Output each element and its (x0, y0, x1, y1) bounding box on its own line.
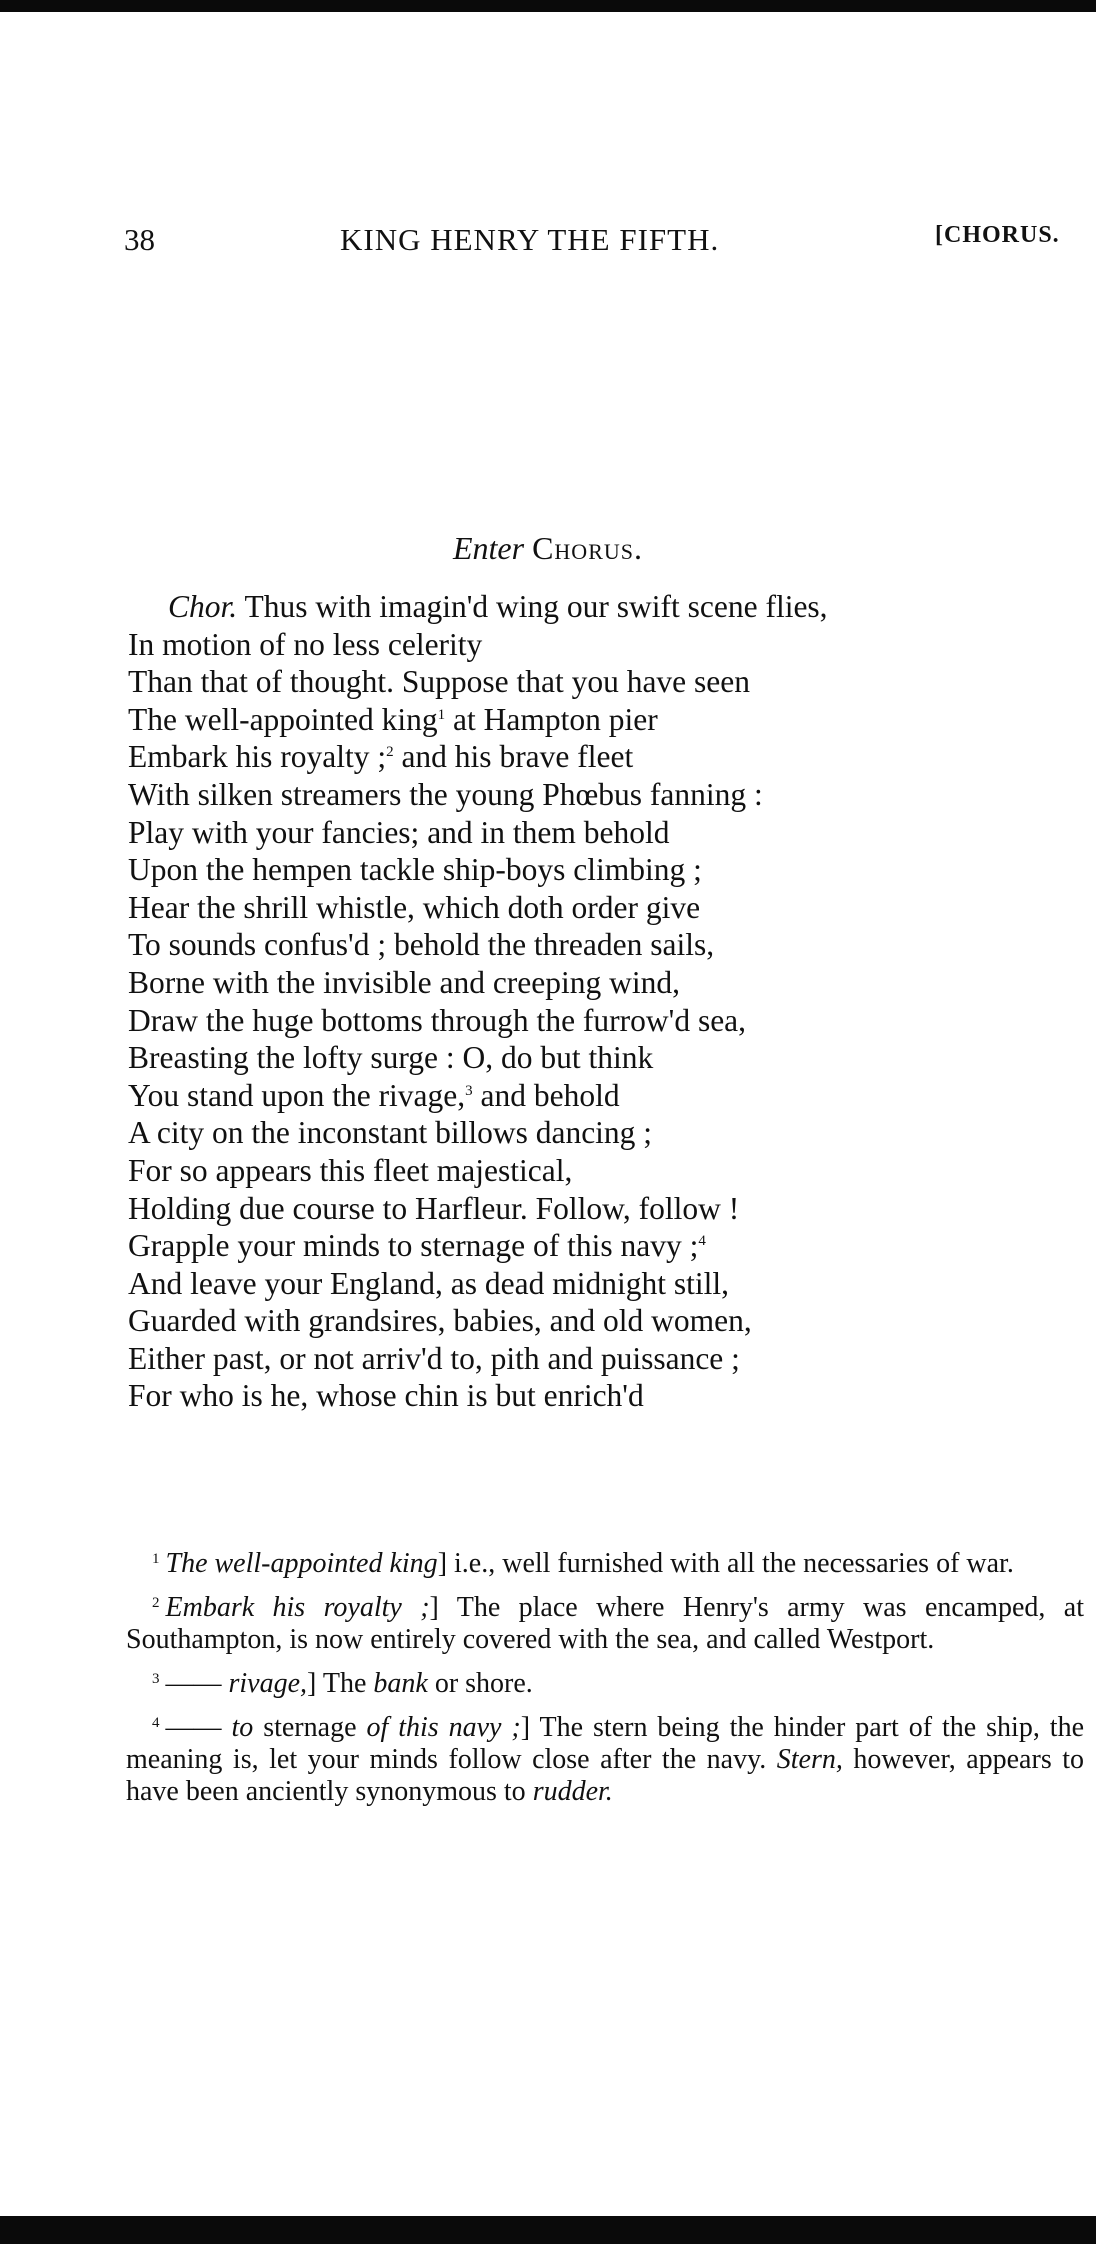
verse-line: Either past, or not arriv'd to, pith and puissance ; (128, 1340, 740, 1376)
verse-line: Embark his royalty ;$^2$ and his brave fleet (128, 739, 634, 775)
footnote-lemma: Embark his royalty ; (165, 1592, 430, 1623)
verse-line: A city on the inconstant billows dancing ; (128, 1115, 653, 1151)
top-border (0, 0, 1096, 12)
footnote-text: or shore. (427, 1668, 533, 1699)
verse-line: The well-appointed king$^1$ at Hampton pier (128, 701, 658, 737)
footnote-text: ] The stern being the hinder part of the ship, the meaning is, let your minds follow close after the navy. (126, 1712, 1084, 1775)
verse-line: Hear the shrill whistle, which doth order give (128, 889, 701, 925)
running-title: KING HENRY THE FIFTH. (340, 222, 720, 257)
footnote-number: 4 (152, 1715, 160, 1731)
section-mark: [CHORUS. (935, 222, 1060, 248)
footnote-lemma: to (231, 1712, 254, 1743)
verse-line: Play with your fancies; and in them behold (128, 814, 670, 850)
footnote-number: 2 (152, 1595, 160, 1611)
footnote-emphasis: Stern, (776, 1744, 843, 1775)
note-ref: 3 (465, 1082, 473, 1099)
footnote (126, 1668, 1084, 1700)
verse-line: Chor. Thus with imagin'd wing our swift scene flies, (168, 589, 828, 624)
note-ref: 2 (386, 744, 394, 761)
speaker-name: Chor. (168, 589, 238, 624)
verse-line: Holding due course to Harfleur. Follow, follow ! (128, 1190, 740, 1226)
footnote-number: 1 (152, 1551, 160, 1567)
verse-line: Upon the hempen tackle ship-boys climbing ; (128, 852, 702, 888)
stage-direction-enter: Enter (452, 530, 525, 566)
verse-line: Than that of thought. Suppose that you have seen (128, 664, 751, 700)
verse-line: In motion of no less celerity (128, 626, 483, 662)
page-number: 38 (124, 222, 155, 257)
stage-direction (0, 530, 1096, 567)
footnote-dash: —— (165, 1668, 222, 1699)
verse-line: You stand upon the rivage,$^3$ and behold (128, 1077, 620, 1113)
footnote-lemma: rivage, (228, 1668, 308, 1699)
verse-line: For so appears this fleet majestical, (128, 1152, 573, 1188)
verse-line: With silken streamers the young Phœbus fanning : (128, 776, 763, 812)
footnote-lemma: sternage (253, 1712, 367, 1743)
footnote (126, 1548, 1084, 1580)
verse-line: Draw the huge bottoms through the furrow'd sea, (128, 1002, 747, 1038)
verse-line: For who is he, whose chin is but enrich'd (128, 1378, 644, 1414)
page-header (0, 222, 1096, 272)
stage-direction-chorus: Chorus. (532, 530, 643, 566)
verse-line: And leave your England, as dead midnight still, (128, 1265, 730, 1301)
footnote-lemma: of this navy ; (366, 1712, 521, 1743)
verse-body (128, 588, 1088, 1415)
footnote-text: however, appears to have been anciently synonymous to (126, 1744, 1085, 1807)
verse-line: Borne with the invisible and creeping wind, (128, 964, 681, 1000)
note-ref: 1 (437, 706, 446, 723)
footnote-text: ] The (307, 1668, 374, 1699)
footnote-lemma: The well-appointed king (165, 1548, 438, 1579)
verse-line: Grapple your minds to sternage of this navy ;$^4$ (128, 1228, 706, 1264)
verse-line: Guarded with grandsires, babies, and old women, (128, 1303, 752, 1339)
footnote-text: ] The place where Henry's army was encamped, at Southampton, is now entirely covered with the sea, and called Westport. (126, 1592, 1085, 1655)
verse-line: To sounds confus'd ; behold the threaden sails, (128, 927, 715, 963)
bottom-border (0, 2216, 1096, 2244)
footnote-number: 3 (152, 1671, 160, 1687)
note-ref: 4 (698, 1233, 706, 1250)
footnotes (126, 1548, 1084, 1820)
footnote-dash: —— (165, 1712, 222, 1743)
footnote-emphasis: bank (373, 1668, 428, 1699)
footnote-text: ] i.e., well furnished with all the necessaries of war. (437, 1548, 1014, 1579)
footnote-emphasis: rudder. (532, 1776, 613, 1807)
verse-line: Breasting the lofty surge : O, do but think (128, 1040, 654, 1076)
footnote (126, 1712, 1084, 1808)
footnote (126, 1592, 1084, 1656)
